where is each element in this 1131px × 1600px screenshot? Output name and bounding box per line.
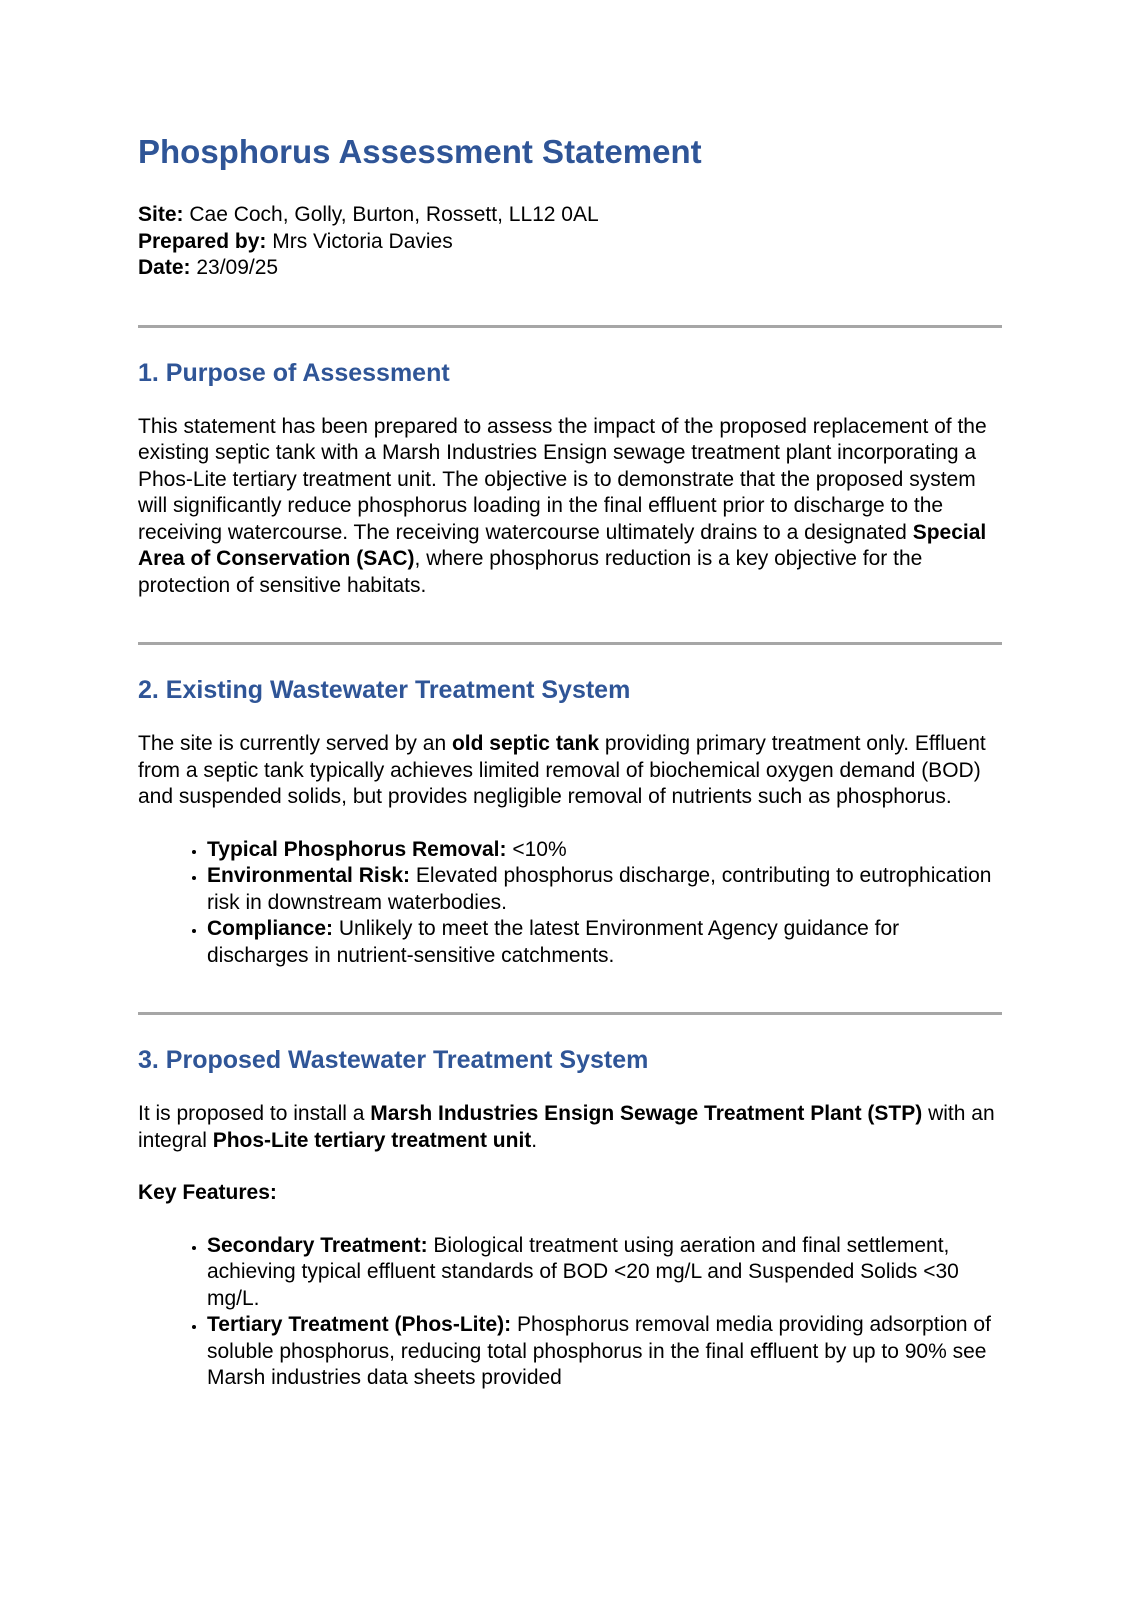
section-divider <box>138 325 1002 328</box>
sac-emphasis: Special Area of Conservation (SAC) <box>138 520 987 570</box>
section-divider <box>138 1012 1002 1015</box>
date-line <box>138 255 1002 282</box>
section-divider <box>138 642 1002 645</box>
bullet-text: Unlikely to meet the latest Environment Agency guidance for discharges in nutrient-sensitive catchments. <box>207 917 900 967</box>
site-label: Site: <box>138 203 184 226</box>
bullet-text: Elevated phosphorus discharge, contributing to eutrophication risk in downstream waterbodies. <box>207 864 992 914</box>
stp-emphasis: Marsh Industries Ensign Sewage Treatment Plant (STP) <box>370 1102 923 1125</box>
section-3-paragraph <box>138 1101 1002 1154</box>
section-3-text-mid: with an integral <box>138 1102 995 1152</box>
date-value: 23/09/25 <box>190 256 279 279</box>
list-item <box>207 1233 1002 1313</box>
bullet-text: Biological treatment using aeration and final settlement, achieving typical effluent standards of BOD <20 mg/L and Suspended Solids <30 mg/L. <box>207 1233 959 1310</box>
section-1-text-end: , where phosphorus reduction is a key objective for the protection of sensitive habitats. <box>138 547 923 597</box>
page-title: Phosphorus Assessment Statement <box>138 133 702 170</box>
prepared-by-value: Mrs Victoria Davies <box>266 229 453 253</box>
bullet-text: Phosphorus removal media providing adsorption of soluble phosphorus, reducing total phosphorus in the final effluent by up to 90% see Marsh industries data sheets provided <box>207 1313 991 1389</box>
section-1-heading: 1. Purpose of Assessment <box>138 358 450 387</box>
bullet-label: Typical Phosphorus Removal: <box>207 837 507 861</box>
site-line <box>138 202 1002 229</box>
list-item <box>207 863 1002 916</box>
list-item <box>207 1312 1002 1392</box>
section-1-text: This statement has been prepared to assess the impact of the proposed replacement of the existing septic tank with a Marsh Industries Ensign sewage treatment plant incorporating a Phos-Lite tertiary treatment unit. The objective is to demonstrate that the proposed system will significantly reduce phosphorus loading in the final effluent prior to discharge to the receiving watercourse. The receiving watercourse ultimately drains to a designated <box>138 414 987 544</box>
section-2-text: The site is currently served by an <box>138 732 452 755</box>
document-meta <box>138 202 1002 282</box>
bullet-label: Secondary Treatment: <box>207 1233 428 1257</box>
section-3-text-end: . <box>531 1128 538 1152</box>
list-item <box>207 837 1002 864</box>
bullet-label: Environmental Risk: <box>207 864 411 887</box>
key-features-heading <box>138 1180 1002 1207</box>
section-2-heading: 2. Existing Wastewater Treatment System <box>138 676 631 704</box>
prepared-by-label: Prepared by: <box>138 229 267 253</box>
list-item <box>207 916 1002 969</box>
section-3-text: It is proposed to install a <box>138 1102 371 1125</box>
section-2-text-end: providing primary treatment only. Effluent from a septic tank typically achieves limited removal of biochemical oxygen demand (BOD) and suspended solids, but provides negligible removal of nutrients such as phosphorus. <box>138 732 986 808</box>
bullet-label: Compliance: <box>207 917 334 940</box>
existing-system-list <box>138 837 1002 970</box>
prepared-by-line <box>138 229 1002 256</box>
section-2-paragraph <box>138 731 1002 811</box>
key-features-list <box>138 1233 1002 1392</box>
document-body <box>138 132 1002 1392</box>
section-3-heading: 3. Proposed Wastewater Treatment System <box>138 1046 649 1074</box>
date-label: Date: <box>138 256 191 279</box>
site-value: Cae Coch, Golly, Burton, Rossett, LL12 0AL <box>183 203 599 226</box>
phos-lite-emphasis: Phos-Lite tertiary treatment unit <box>212 1128 532 1152</box>
section-1-paragraph <box>138 414 1002 600</box>
key-features-label: Key Features: <box>138 1181 277 1204</box>
bullet-label: Tertiary Treatment (Phos-Lite): <box>207 1313 512 1336</box>
bullet-text: <10% <box>506 837 567 861</box>
septic-tank-emphasis: old septic tank <box>451 732 599 755</box>
